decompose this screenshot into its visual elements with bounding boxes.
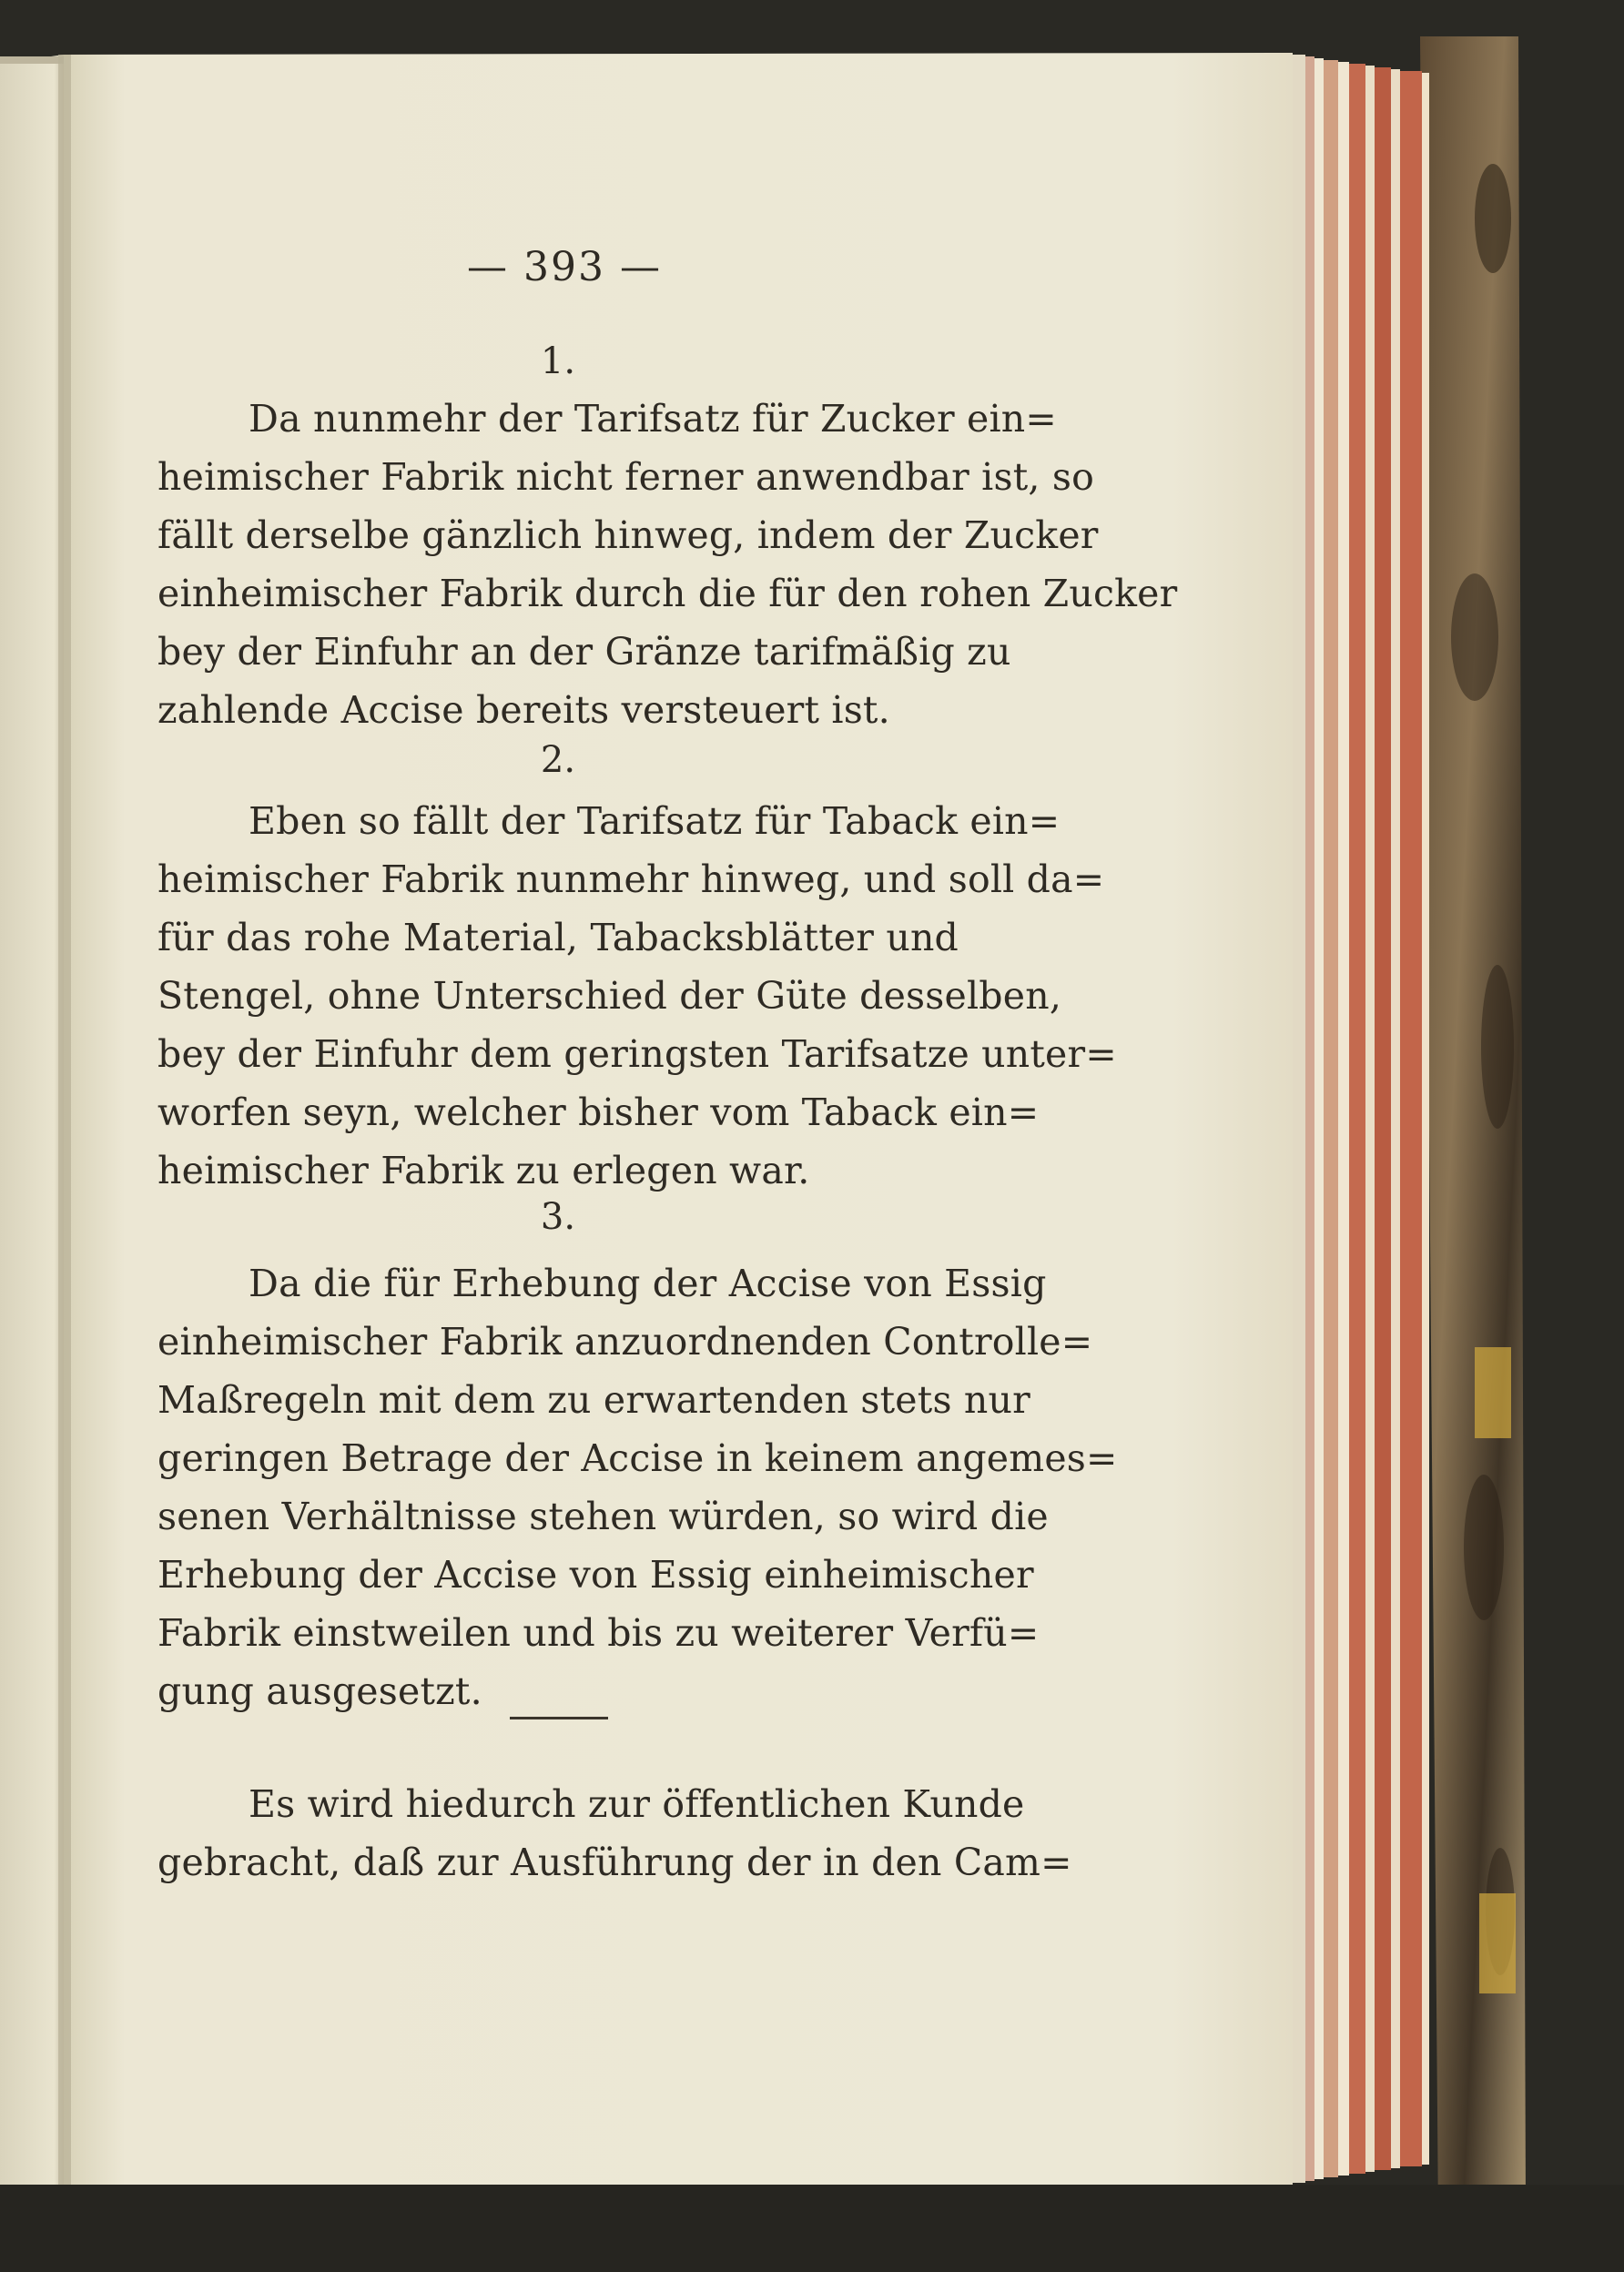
text-line: Maßregeln mit dem zu erwartenden stets nur [157,1378,1030,1422]
text-line: Da nunmehr der Tarifsatz für Zucker ein= [249,397,1057,441]
text-line: für das rohe Material, Tabacksblätter und [157,916,959,959]
closing-paragraph [157,1775,1072,1892]
page-number: — 393 — [467,244,662,290]
text-line: geringen Betrage der Accise in keinem angemes= [157,1436,1118,1480]
text-line: gebracht, daß zur Ausführung der in den Cam= [157,1841,1072,1884]
text-line: Erhebung der Accise von Essig einheimischer [157,1553,1034,1597]
section-heading: 2. [540,739,576,781]
text-line: Stengel, ohne Unterschied der Güte desselben, [157,974,1062,1018]
text-line: senen Verhältnisse stehen würden, so wird die [157,1495,1049,1538]
paragraph [157,390,1178,739]
text-line: gung ausgesetzt. [157,1669,482,1713]
text-line: fällt derselbe gänzlich hinweg, indem der Zucker [157,513,1099,557]
text-line: bey der Einfuhr an der Gränze tarifmäßig zu [157,630,1011,674]
text-line: heimischer Fabrik nicht ferner anwendbar ist, so [157,455,1094,499]
paragraph [157,792,1117,1200]
text-line: worfen seyn, welcher bisher vom Taback ein= [157,1090,1040,1134]
text-line: Da die für Erhebung der Accise von Essig [249,1262,1047,1305]
text-line: heimischer Fabrik nunmehr hinweg, und soll da= [157,857,1105,901]
text-line: Fabrik einstweilen und bis zu weiterer Verfü= [157,1611,1040,1655]
section-divider [510,1717,608,1719]
text-line: bey der Einfuhr dem geringsten Tarifsatze unter= [157,1032,1117,1076]
text-line: einheimischer Fabrik durch die für den rohen Zucker [157,572,1178,615]
paragraph [157,1254,1118,1720]
text-line: Eben so fällt der Tarifsatz für Taback ein= [249,799,1061,843]
text-line: einheimischer Fabrik anzuordnenden Controlle= [157,1320,1093,1364]
section-heading: 1. [540,340,576,382]
text-line: heimischer Fabrik zu erlegen war. [157,1149,810,1192]
text-line: zahlende Accise bereits versteuert ist. [157,688,890,732]
text-line: Es wird hiedurch zur öffentlichen Kunde [249,1782,1025,1826]
section-heading: 3. [540,1196,576,1238]
